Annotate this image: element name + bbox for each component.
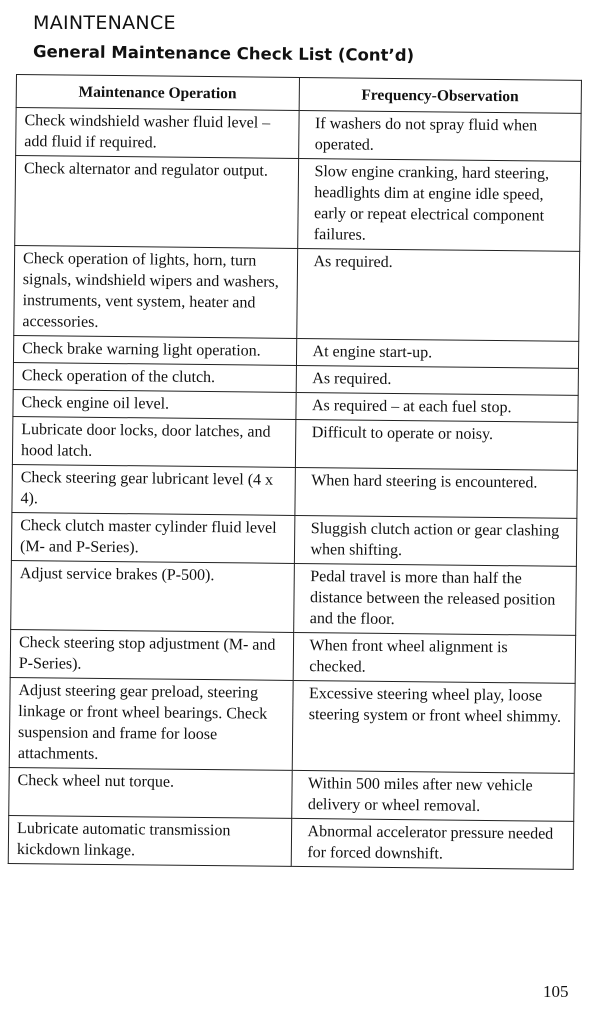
operation-cell: Check steering stop adjustment (M- and P-Series). [10,629,293,680]
operation-cell: Check clutch master cylinder fluid level (M- and P-Series). [11,512,294,563]
operation-cell: Check operation of lights, horn, turn signals, windshield wipers and washers, instruments, vent system, heater and accessories. [14,245,297,338]
operation-cell: Check brake warning light operation. [13,335,296,365]
table-row [14,245,580,341]
frequency-cell: If washers do not spray fluid when operated. [298,110,581,161]
frequency-cell: As required. [296,248,579,341]
operation-cell: Check engine oil level. [13,389,296,419]
frequency-cell: At engine start-up. [296,338,579,368]
table-row [11,560,577,635]
operation-cell: Check operation of the clutch. [13,362,296,392]
section-title: MAINTENANCE [33,12,176,34]
page-subtitle: General Maintenance Check List (Cont’d) [32,42,415,65]
operation-cell: Adjust service brakes (P-500). [11,560,294,632]
operation-cell: Lubricate door locks, door latches, and hood latch. [12,416,295,467]
table-row [9,677,575,773]
frequency-cell: When hard steering is encountered. [294,467,577,518]
table-row [8,815,573,869]
frequency-cell: Abnormal accelerator pressure needed for forced downshift. [291,818,574,869]
frequency-cell: Difficult to operate or noisy. [295,419,578,470]
operation-cell: Lubricate automatic transmission kickdown linkage. [8,815,291,866]
operation-cell: Adjust steering gear preload, steering linkage or front wheel bearings. Check suspension and frame for loose attachments. [9,677,292,770]
table-row [12,464,577,518]
table-row [11,512,576,566]
table-row [12,416,577,470]
frequency-cell: Slow engine cranking, hard steering, headlights dim at engine idle speed, early or repeat electrical component failures. [297,158,580,251]
column-header-frequency: Frequency-Observation [299,77,582,113]
table-row [10,629,575,683]
operation-cell: Check steering gear lubricant level (4 x 4). [12,464,295,515]
frequency-cell: When front wheel alignment is checked. [293,632,576,683]
frequency-cell: Within 500 miles after new vehicle delivery or wheel removal. [291,770,574,821]
table-row [16,108,581,162]
column-header-operation: Maintenance Operation [16,75,299,111]
frequency-cell: Pedal travel is more than half the distance between the released position and the floor. [293,563,576,635]
table-row [15,156,581,252]
frequency-cell: As required – at each fuel stop. [295,392,578,422]
operation-cell: Check wheel nut torque. [9,767,292,818]
operation-cell: Check alternator and regulator output. [15,156,298,249]
frequency-cell: As required. [296,365,579,395]
operation-cell: Check windshield washer fluid level – add fluid if required. [16,108,299,159]
maintenance-checklist-table [8,74,582,870]
maintenance-table-container [8,74,582,870]
frequency-cell: Excessive steering wheel play, loose steering system or front wheel shimmy. [292,680,575,773]
frequency-cell: Sluggish clutch action or gear clashing when shifting. [294,515,577,566]
table-row [9,767,574,821]
page-number: 105 [543,982,569,1001]
